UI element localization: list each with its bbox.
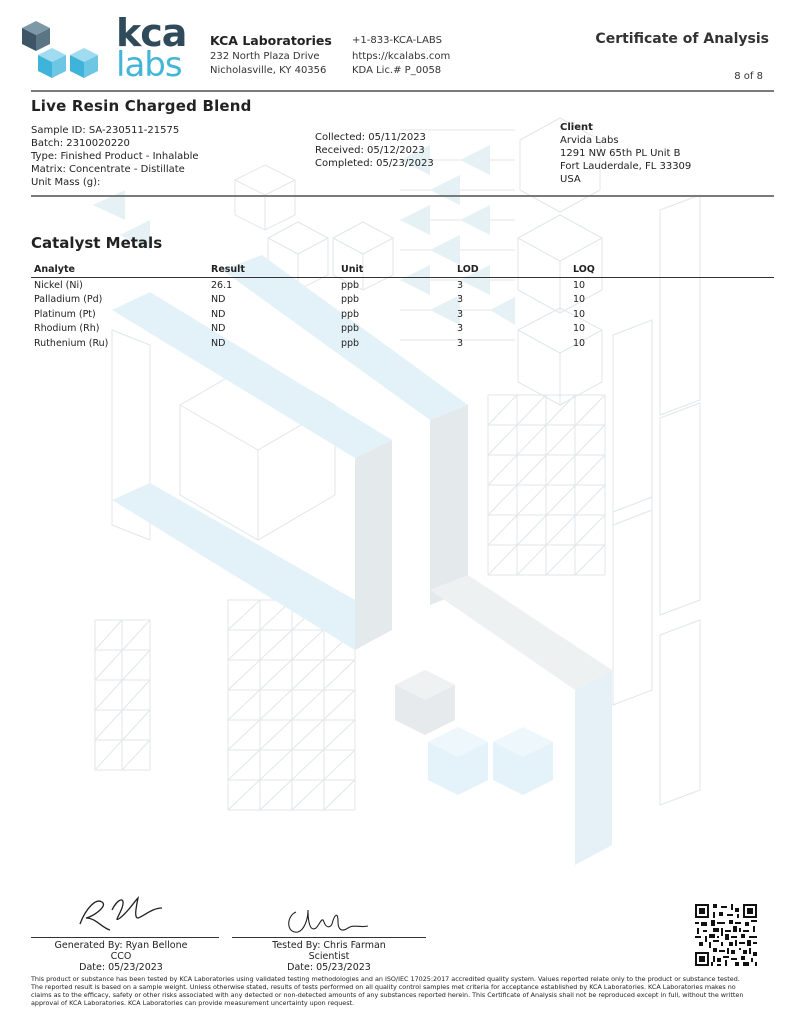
lab-license: KDA Lic.# P_0058: [352, 65, 442, 76]
cell-lod: 3: [457, 309, 464, 320]
column-header-result: Result: [211, 264, 245, 275]
tested-by-block: [236, 940, 422, 973]
cell-lod: 3: [457, 280, 464, 291]
column-header-lod: LOD: [457, 264, 479, 275]
cell-result: ND: [211, 294, 226, 305]
header-divider: [31, 90, 774, 92]
client-address2: Fort Lauderdale, FL 33309: [560, 161, 692, 172]
cell-analyte: Platinum (Pt): [34, 309, 96, 320]
qr-code-icon[interactable]: [695, 904, 757, 966]
sample-info: [31, 124, 199, 189]
column-header-unit: Unit: [341, 264, 364, 275]
lab-phone: +1-833-KCA-LABS: [352, 35, 442, 46]
generated-by-date: Date: 05/23/2023: [79, 962, 163, 973]
legal-disclaimer: This product or substance has been tested by KCA Laboratories using validated testing methodologies and an ISO/IEC 17025:2017 accredited quality system. Values reported relate only to the product or substance tested. The reported result is based on a sample weight. Unless otherwise stated, results of tests performed on all quality control samples met criteria for acceptance established by KCA Laboratories. KCA Laboratories makes no claims as to the efficacy, safety or other risks associated with any detected or non-detected amounts of any substances reported herein. This Certificate of Analysis shall not be reproduced except in full, without the written approval of KCA Laboratories. KCA Laboratories can provide measurement uncertainty upon request.: [31, 975, 744, 1007]
cell-analyte: Palladium (Pd): [34, 294, 103, 305]
cell-unit: ppb: [341, 280, 360, 291]
logo-cubes-icon: [20, 18, 104, 86]
lab-website[interactable]: https://kcalabs.com: [352, 51, 451, 62]
column-header-analyte: Analyte: [34, 264, 75, 275]
generated-by-name: Generated By: Ryan Bellone: [54, 940, 188, 951]
cell-unit: ppb: [341, 338, 360, 349]
client-address1: 1291 NW 65th PL Unit B: [560, 148, 681, 159]
product-title: Live Resin Charged Blend: [31, 97, 252, 115]
signature-line-tested: [232, 937, 426, 938]
completed-date: Completed: 05/23/2023: [315, 158, 434, 169]
info-divider: [31, 195, 774, 197]
cell-loq: 10: [573, 294, 586, 305]
signature-line-generated: [31, 937, 219, 938]
cell-result: ND: [211, 309, 226, 320]
collected-date: Collected: 05/11/2023: [315, 132, 426, 143]
cell-result: 26.1: [211, 280, 233, 291]
section-title: Catalyst Metals: [31, 234, 163, 252]
cell-loq: 10: [573, 309, 586, 320]
cell-analyte: Nickel (Ni): [34, 280, 83, 291]
logo-wordmark-labs: labs: [116, 45, 182, 85]
tested-by-title: Scientist: [308, 951, 350, 962]
page-number: 8 of 8: [734, 71, 763, 82]
document-title: Certificate of Analysis: [595, 31, 769, 47]
cell-analyte: Ruthenium (Ru): [34, 338, 109, 349]
cell-unit: ppb: [341, 294, 360, 305]
client-name: Arvida Labs: [560, 135, 619, 146]
unit-mass: Unit Mass (g):: [31, 177, 101, 188]
cell-lod: 3: [457, 338, 464, 349]
table-header-divider: [31, 277, 774, 278]
date-info: [315, 131, 434, 170]
logo-wordmark-kca: kca: [116, 11, 187, 55]
lab-address-line2: Nicholasville, KY 40356: [210, 65, 327, 76]
cell-analyte: Rhodium (Rh): [34, 323, 100, 334]
tested-by-name: Tested By: Chris Farman: [272, 940, 386, 951]
client-info: [560, 121, 691, 186]
cell-loq: 10: [573, 338, 586, 349]
lab-name: KCA Laboratories: [210, 33, 332, 48]
cell-unit: ppb: [341, 309, 360, 320]
cell-result: ND: [211, 338, 226, 349]
generated-by-title: CCO: [110, 951, 132, 962]
tested-by-date: Date: 05/23/2023: [287, 962, 371, 973]
product-type: Type: Finished Product - Inhalable: [31, 151, 199, 162]
batch: Batch: 2310020220: [31, 138, 130, 149]
signature-chris-farman: [282, 902, 372, 942]
cell-result: ND: [211, 323, 226, 334]
sample-id: Sample ID: SA-230511-21575: [31, 125, 180, 136]
cell-loq: 10: [573, 280, 586, 291]
client-country: USA: [560, 174, 581, 185]
cell-lod: 3: [457, 323, 464, 334]
lab-address-line1: 232 North Plaza Drive: [210, 51, 320, 62]
matrix: Matrix: Concentrate - Distillate: [31, 164, 185, 175]
client-heading: Client: [560, 122, 593, 133]
cell-loq: 10: [573, 323, 586, 334]
received-date: Received: 05/12/2023: [315, 145, 425, 156]
signature-ryan-bellone: [72, 888, 167, 936]
column-header-loq: LOQ: [573, 264, 595, 275]
cell-lod: 3: [457, 294, 464, 305]
cell-unit: ppb: [341, 323, 360, 334]
generated-by-block: [31, 940, 211, 973]
